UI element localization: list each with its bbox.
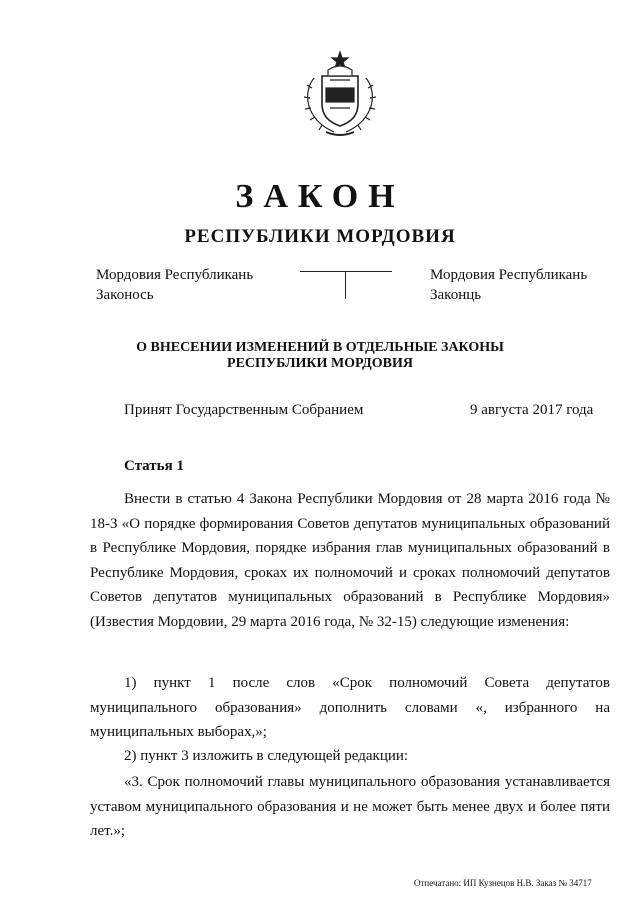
law-heading [0, 340, 640, 372]
article-title: Статья 1 [124, 458, 184, 474]
article-paragraph [90, 487, 610, 634]
bilingual-left-line-1: Мордовия Республикань [96, 267, 254, 283]
adopted-by-label: Принят Государственным Собранием [124, 402, 364, 418]
bilingual-title-left [96, 265, 253, 305]
article-paragraph [90, 671, 610, 745]
print-footer: Отпечатано: ИП Кузнецов Н.В. Заказ № 34717 [414, 878, 592, 888]
document-subtitle: РЕСПУБЛИКИ МОРДОВИЯ [184, 226, 456, 247]
bilingual-right-line-2: Законць [430, 287, 482, 303]
bilingual-left-line-2: Законось [96, 287, 154, 303]
paragraph-text: 2) пункт 3 изложить в следующей редакции: [124, 748, 409, 764]
article-paragraph [90, 770, 610, 844]
law-heading-line-1: О ВНЕСЕНИИ ИЗМЕНЕНИЙ В ОТДЕЛЬНЫЕ ЗАКОНЫ [136, 340, 504, 355]
bilingual-title-right [430, 265, 587, 305]
adopted-date: 9 августа 2017 года [470, 402, 594, 418]
paragraph-text: 1) пункт 1 после слов «Срок полномочий Совета депутатов муниципального образования» дополнить словами «, избранного на муниципальных выборах,»; [90, 675, 610, 740]
mordovia-coat-of-arms-icon [294, 48, 386, 140]
document-title: ЗАКОН [235, 178, 405, 215]
law-heading-line-2: РЕСПУБЛИКИ МОРДОВИЯ [227, 356, 413, 371]
separator-horizontal [300, 271, 392, 272]
article-paragraph [90, 744, 610, 769]
paragraph-text: Внести в статью 4 Закона Республики Мордовия от 28 марта 2016 года № 18-З «О порядке формирования Советов депутатов муниципальных образований в Республике Мордовия, порядке избрания глав муниципальных образований в Республике Мордовия, сроках их полномочий и сроках полномочий депутатов Советов депутатов муниципальных образований в Республике Мордовия» (Известия Мордовии, 29 марта 2016 года, № 32-15) следующие изменения: [90, 491, 610, 630]
separator-vertical [345, 271, 346, 299]
bilingual-right-line-1: Мордовия Республикань [430, 267, 588, 283]
paragraph-text: «3. Срок полномочий главы муниципального образования устанавливается уставом муниципального образования и не может быть менее двух и более пяти лет.»; [90, 774, 610, 839]
